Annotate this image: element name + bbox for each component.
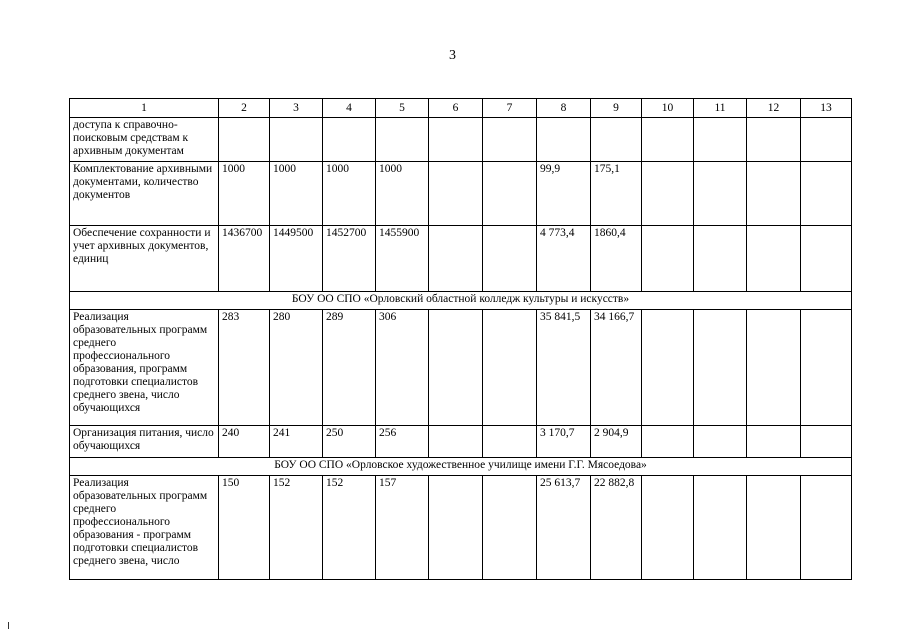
value-cell (747, 226, 801, 292)
value-cell (483, 226, 537, 292)
value-cell: 1452700 (323, 226, 376, 292)
value-cell: 1000 (270, 162, 323, 226)
value-cell (591, 118, 642, 162)
value-cell (694, 118, 747, 162)
value-cell: 289 (323, 310, 376, 426)
value-cell (429, 162, 483, 226)
value-cell (694, 310, 747, 426)
value-cell (429, 118, 483, 162)
table-row (70, 426, 852, 458)
header-cell: 13 (801, 99, 852, 118)
row-label: Обеспечение сохранности и учет архивных документов, единиц (70, 226, 219, 292)
table-row (70, 226, 852, 292)
header-cell: 11 (694, 99, 747, 118)
data-table (69, 98, 852, 580)
value-cell: 157 (376, 476, 429, 580)
row-label: Реализация образовательных программ среднего профессионального образования - программ подготовки специалистов среднего звена, число (70, 476, 219, 580)
value-cell (429, 310, 483, 426)
value-cell (642, 226, 694, 292)
value-cell (483, 426, 537, 458)
header-cell: 12 (747, 99, 801, 118)
row-label: Организация питания, число обучающихся (70, 426, 219, 458)
page-number: 3 (449, 48, 456, 63)
header-cell: 9 (591, 99, 642, 118)
value-cell (642, 426, 694, 458)
value-cell (801, 118, 852, 162)
value-cell (642, 118, 694, 162)
section-heading: БОУ ОО СПО «Орловский областной колледж культуры и искусств» (70, 292, 852, 310)
value-cell (429, 226, 483, 292)
value-cell (483, 476, 537, 580)
header-row (70, 99, 852, 118)
value-cell (642, 310, 694, 426)
value-cell: 240 (219, 426, 270, 458)
value-cell (483, 162, 537, 226)
value-cell: 150 (219, 476, 270, 580)
value-cell (801, 426, 852, 458)
value-cell: 35 841,5 (537, 310, 591, 426)
value-cell: 2 904,9 (591, 426, 642, 458)
value-cell (642, 162, 694, 226)
value-cell (801, 310, 852, 426)
header-cell: 5 (376, 99, 429, 118)
value-cell: 283 (219, 310, 270, 426)
value-cell (747, 162, 801, 226)
header-cell: 6 (429, 99, 483, 118)
header-cell: 1 (70, 99, 219, 118)
value-cell (801, 226, 852, 292)
value-cell: 1000 (323, 162, 376, 226)
value-cell: 3 170,7 (537, 426, 591, 458)
value-cell (429, 476, 483, 580)
value-cell: 280 (270, 310, 323, 426)
table-row (70, 310, 852, 426)
value-cell: 241 (270, 426, 323, 458)
header-cell: 4 (323, 99, 376, 118)
value-cell (694, 162, 747, 226)
value-cell: 256 (376, 426, 429, 458)
row-label: Реализация образовательных программ среднего профессионального образования, программ подготовки специалистов среднего звена, число обучающихся (70, 310, 219, 426)
value-cell (429, 426, 483, 458)
value-cell (694, 226, 747, 292)
value-cell: 4 773,4 (537, 226, 591, 292)
value-cell (270, 118, 323, 162)
value-cell: 22 882,8 (591, 476, 642, 580)
value-cell: 25 613,7 (537, 476, 591, 580)
value-cell (323, 118, 376, 162)
table-row (70, 118, 852, 162)
value-cell (694, 426, 747, 458)
value-cell: 250 (323, 426, 376, 458)
value-cell: 1000 (376, 162, 429, 226)
value-cell (747, 118, 801, 162)
header-cell: 8 (537, 99, 591, 118)
value-cell (376, 118, 429, 162)
value-cell: 1436700 (219, 226, 270, 292)
value-cell (483, 118, 537, 162)
value-cell (801, 162, 852, 226)
value-cell: 175,1 (591, 162, 642, 226)
value-cell (801, 476, 852, 580)
header-cell: 2 (219, 99, 270, 118)
value-cell: 1449500 (270, 226, 323, 292)
value-cell (483, 310, 537, 426)
value-cell (747, 476, 801, 580)
scan-mark (8, 622, 9, 629)
value-cell (537, 118, 591, 162)
header-cell: 7 (483, 99, 537, 118)
section-row (70, 292, 852, 310)
value-cell: 152 (323, 476, 376, 580)
value-cell: 34 166,7 (591, 310, 642, 426)
value-cell (219, 118, 270, 162)
value-cell (642, 476, 694, 580)
header-cell: 3 (270, 99, 323, 118)
value-cell: 1000 (219, 162, 270, 226)
value-cell: 99,9 (537, 162, 591, 226)
value-cell: 152 (270, 476, 323, 580)
row-label: Комплектование архивными документами, количество документов (70, 162, 219, 226)
table-row (70, 162, 852, 226)
section-row (70, 458, 852, 476)
table-row (70, 476, 852, 580)
value-cell (747, 426, 801, 458)
value-cell: 1455900 (376, 226, 429, 292)
row-label: доступа к справочно-поисковым средствам к архивным документам (70, 118, 219, 162)
header-cell: 10 (642, 99, 694, 118)
section-heading: БОУ ОО СПО «Орловское художественное училище имени Г.Г. Мясоедова» (70, 458, 852, 476)
value-cell (694, 476, 747, 580)
value-cell: 1860,4 (591, 226, 642, 292)
value-cell: 306 (376, 310, 429, 426)
value-cell (747, 310, 801, 426)
